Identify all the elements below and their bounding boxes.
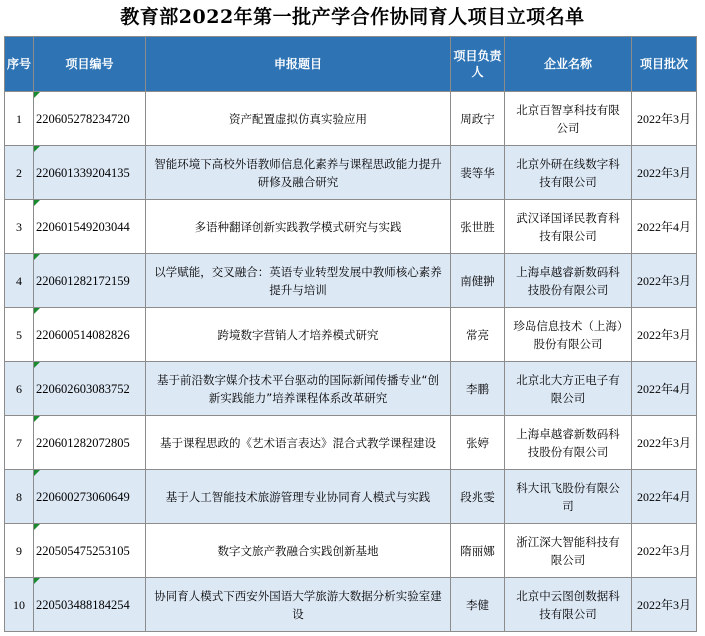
cell-code: 220601282072805: [34, 416, 146, 470]
cell-leader: 周政宁: [451, 92, 505, 146]
cell-company: 北京中云图创数据科技有限公司: [505, 578, 632, 632]
cell-company: 科大讯飞股份有限公司: [505, 470, 632, 524]
header-code: 项目编号: [34, 37, 146, 92]
cell-index: 5: [5, 308, 34, 362]
cell-batch: 2022年3月: [632, 92, 697, 146]
cell-company: 北京外研在线数字科技有限公司: [505, 146, 632, 200]
cell-batch: 2022年3月: [632, 524, 697, 578]
cell-company: 珍岛信息技术（上海）股份有限公司: [505, 308, 632, 362]
cell-code: 220601282172159: [34, 254, 146, 308]
cell-batch: 2022年4月: [632, 470, 697, 524]
cell-leader: 裴等华: [451, 146, 505, 200]
cell-leader: 常亮: [451, 308, 505, 362]
cell-topic: 智能环境下高校外语教师信息化素养与课程思政能力提升研修及融合研究: [146, 146, 451, 200]
table-row: [5, 416, 697, 470]
table-row: [5, 146, 697, 200]
cell-company: 北京北大方正电子有限公司: [505, 362, 632, 416]
cell-index: 7: [5, 416, 34, 470]
header-index: 序号: [5, 37, 34, 92]
cell-code: 220601339204135: [34, 146, 146, 200]
cell-index: 10: [5, 578, 34, 632]
cell-index: 6: [5, 362, 34, 416]
cell-topic: 跨境数字营销人才培养模式研究: [146, 308, 451, 362]
cell-company: 上海卓越睿新数码科技股份有限公司: [505, 416, 632, 470]
project-table: [4, 36, 697, 632]
cell-leader: 李健: [451, 578, 505, 632]
table-row: [5, 524, 697, 578]
cell-batch: 2022年3月: [632, 146, 697, 200]
cell-batch: 2022年4月: [632, 362, 697, 416]
cell-index: 8: [5, 470, 34, 524]
header-topic: 申报题目: [146, 37, 451, 92]
header-leader: 项目负责人: [451, 37, 505, 92]
cell-code: 220602603083752: [34, 362, 146, 416]
table-row: [5, 578, 697, 632]
table-row: [5, 308, 697, 362]
cell-topic: 数字文旅产教融合实践创新基地: [146, 524, 451, 578]
cell-company: 武汉译国译民教育科技有限公司: [505, 200, 632, 254]
cell-leader: 隋丽娜: [451, 524, 505, 578]
cell-leader: 李鹏: [451, 362, 505, 416]
cell-topic: 基于课程思政的《艺术语言表达》混合式教学课程建设: [146, 416, 451, 470]
cell-index: 3: [5, 200, 34, 254]
cell-topic: 协同育人模式下西安外国语大学旅游大数据分析实验室建设: [146, 578, 451, 632]
table-row: [5, 470, 697, 524]
cell-index: 2: [5, 146, 34, 200]
cell-leader: 南健翀: [451, 254, 505, 308]
cell-code: 220600273060649: [34, 470, 146, 524]
cell-code: 220505475253105: [34, 524, 146, 578]
cell-leader: 张婷: [451, 416, 505, 470]
cell-index: 1: [5, 92, 34, 146]
cell-code: 220605278234720: [34, 92, 146, 146]
table-header-row: [5, 37, 697, 92]
cell-topic: 以学赋能，交叉融合：英语专业转型发展中教师核心素养提升与培训: [146, 254, 451, 308]
cell-index: 4: [5, 254, 34, 308]
cell-code: 220601549203044: [34, 200, 146, 254]
table-row: [5, 254, 697, 308]
cell-topic: 资产配置虚拟仿真实验应用: [146, 92, 451, 146]
cell-batch: 2022年3月: [632, 308, 697, 362]
table-row: [5, 92, 697, 146]
header-batch: 项目批次: [632, 37, 697, 92]
cell-batch: 2022年3月: [632, 416, 697, 470]
cell-topic: 基于前沿数字媒介技术平台驱动的国际新闻传播专业“创新实践能力”培养课程体系改革研究: [146, 362, 451, 416]
cell-company: 浙江深大智能科技有限公司: [505, 524, 632, 578]
header-company: 企业名称: [505, 37, 632, 92]
table-row: [5, 362, 697, 416]
cell-topic: 多语种翻译创新实践教学模式研究与实践: [146, 200, 451, 254]
cell-index: 9: [5, 524, 34, 578]
cell-batch: 2022年4月: [632, 200, 697, 254]
cell-batch: 2022年3月: [632, 254, 697, 308]
page-title: 教育部2022年第一批产学合作协同育人项目立项名单: [120, 6, 585, 28]
cell-topic: 基于人工智能技术旅游管理专业协同育人模式与实践: [146, 470, 451, 524]
cell-leader: 张世胜: [451, 200, 505, 254]
cell-batch: 2022年3月: [632, 578, 697, 632]
cell-company: 上海卓越睿新数码科技股份有限公司: [505, 254, 632, 308]
cell-code: 220600514082826: [34, 308, 146, 362]
table-row: [5, 200, 697, 254]
cell-company: 北京百智享科技有限公司: [505, 92, 632, 146]
cell-code: 220503488184254: [34, 578, 146, 632]
cell-leader: 段兆雯: [451, 470, 505, 524]
